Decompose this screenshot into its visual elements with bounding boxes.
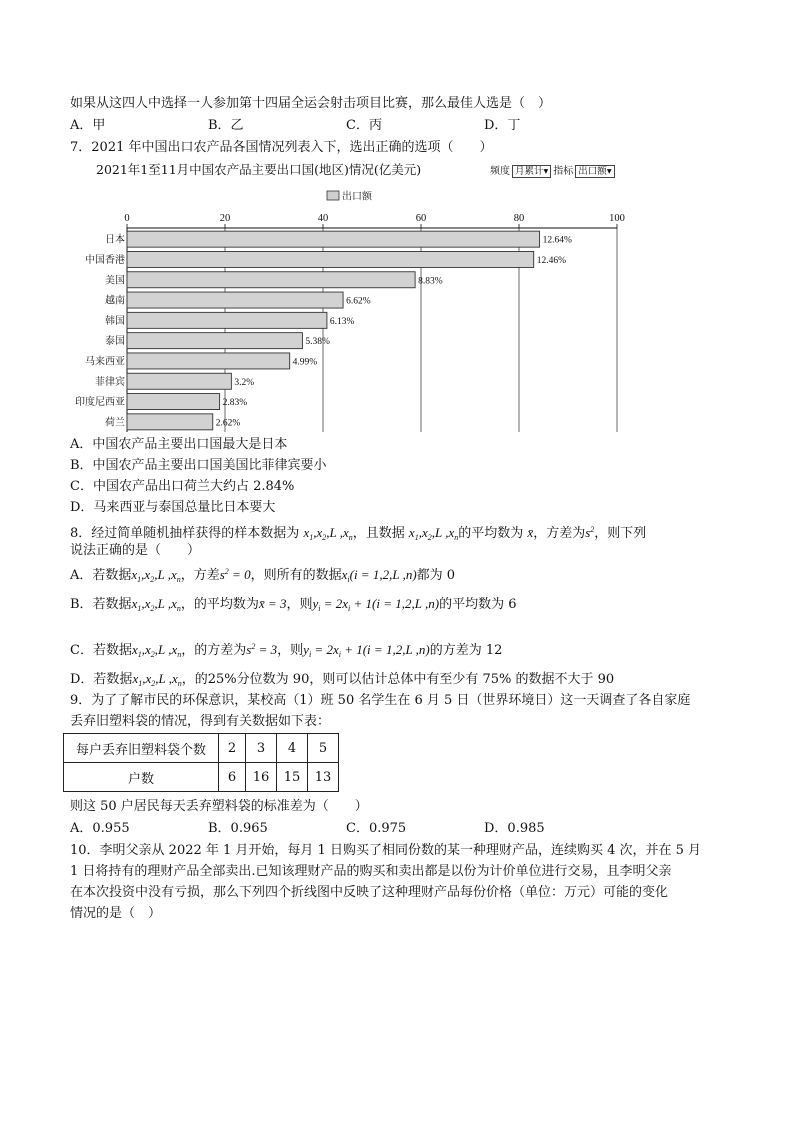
q9-option-c: C．0.975 (346, 821, 407, 836)
tick-label: 60 (415, 213, 427, 224)
freq-label: 频度 (490, 166, 510, 177)
q8-stem: 8．经过简单随机抽样获得的样本数据为 $x_1,x_2,L$ $,x_n$，且数据 $x_1,x_2,L$ $,x_n$的平均数为 x̄，方差为$s^2$，则下列 (70, 525, 647, 542)
legend-swatch (327, 191, 339, 200)
table-cell: 4 (277, 734, 308, 763)
legend-label: 出口额 (342, 191, 372, 203)
category-label: 菲律宾 (95, 376, 125, 388)
table-cell: 3 (246, 734, 277, 763)
bar (127, 373, 231, 389)
bar (127, 353, 290, 369)
q6-option-b: B．乙 (208, 118, 244, 133)
chart-plot (70, 160, 630, 432)
data-label: 12.46% (536, 255, 566, 266)
freq-select-value: 月累计 (515, 166, 544, 177)
category-label: 荷兰 (105, 417, 125, 429)
table-cell: 2 (219, 734, 246, 763)
bar (127, 394, 220, 410)
metric-select-value: 出口额 (578, 166, 607, 177)
q9-question: 则这 50 户居民每天丢弃塑料袋的标准差为（ ） (70, 799, 368, 814)
table-cell: 6 (219, 763, 246, 792)
q6-option-d: D．丁 (484, 118, 521, 133)
tick-label: 80 (513, 213, 525, 224)
data-label: 6.62% (346, 296, 371, 307)
data-label: 4.99% (292, 357, 318, 368)
q9-option-b: B．0.965 (208, 821, 268, 836)
category-label: 印度尼西亚 (75, 397, 125, 409)
q8-stem-line2: 说法正确的是（ ） (70, 543, 201, 558)
q7-option-d: D．马来西亚与泰国总量比日本要大 (70, 500, 276, 515)
table-header-cell: 户数 (64, 763, 219, 792)
bar (127, 333, 302, 349)
table-row (64, 763, 339, 792)
q8-option-d: D．若数据$x_1,x_2,L$ $,x_n$，的25%分位数为 90，则可以估计总体中有至少有 75% 的数据不大于 90 (70, 671, 615, 688)
export-bar-chart (70, 160, 630, 432)
data-label: 2.62% (215, 418, 241, 429)
q10-line-4: 情况的是（ ） (70, 906, 162, 921)
data-label: 8.83% (418, 276, 443, 287)
data-label: 3.2% (234, 377, 255, 388)
q9-option-d: D．0.985 (484, 821, 545, 836)
q7-option-b: B．中国农产品主要出口国美国比菲律宾要小 (70, 458, 327, 473)
metric-label: 指标 (553, 166, 574, 177)
q6-stem: 如果从这四人中选择一人参加第十四届全运会射击项目比赛，那么最佳人选是（ ） (70, 96, 552, 111)
bar (127, 414, 213, 430)
freq-select[interactable]: 月累计▾ (512, 165, 551, 178)
category-label: 韩国 (105, 315, 125, 327)
q7-option-a: A．中国农产品主要出口国最大是日本 (70, 437, 288, 452)
q6-option-c: C．丙 (346, 118, 382, 133)
chart-title: 2021年1至11月中国农产品主要出口国(地区)情况(亿美元) (96, 162, 422, 177)
table-cell: 13 (308, 763, 339, 792)
q8-option-c: C．若数据$x_1,x_2,L$ $,x_n$，的方差为$s^2 = 3$，则$y_i = 2x_i + 1(i = 1,2,L$ ,n)的方差为 12 (70, 642, 503, 659)
metric-select[interactable]: 出口额▾ (575, 165, 614, 178)
tick-label: 20 (219, 213, 231, 224)
category-label: 美国 (105, 275, 125, 287)
bar (127, 251, 534, 267)
table-header-cell: 每户丢弃旧塑料袋个数 (64, 734, 219, 763)
category-label: 中国香港 (85, 254, 125, 266)
q9-stem-line1: 9．为了了解市民的环保意识，某校高（1）班 50 名学生在 6 月 5 日（世界环境日）这一天调查了各自家庭 (70, 693, 691, 708)
q10-line-1: 10．李明父亲从 2022 年 1 月开始，每月 1 日购买了相同份数的某一种理财产品，连续购买 4 次，并在 5 月 (70, 843, 702, 858)
category-label: 日本 (105, 234, 125, 246)
bar (127, 272, 415, 288)
tick-label: 0 (124, 213, 130, 224)
q9-stem-line2: 丢弃旧塑料袋的情况，得到有关数据如下表： (70, 714, 331, 729)
bar (127, 292, 343, 308)
table-cell: 5 (308, 734, 339, 763)
category-label: 越南 (105, 295, 125, 307)
q9-option-a: A．0.955 (70, 821, 130, 836)
data-label: 6.13% (329, 316, 355, 327)
data-label: 5.38% (305, 337, 330, 348)
bag-count-table (63, 733, 339, 792)
q8-option-a: A．若数据$x_1,x_2,L$ $,x_n$，方差$s^2 = 0$，则所有的数据$x_i(i = 1,2,L$ ,n)都为 0 (70, 567, 456, 584)
category-label: 马来西亚 (85, 356, 125, 368)
q6-option-a: A．甲 (70, 118, 106, 133)
table-row (64, 734, 339, 763)
data-label: 12.64% (542, 235, 572, 246)
q10-line-3: 在本次投资中没有亏损，那么下列四个折线图中反映了这种理财产品每份价格（单位：万元）可能的变化 (70, 885, 669, 900)
bar (127, 231, 540, 247)
tick-label: 100 (609, 213, 625, 224)
category-label: 泰国 (105, 336, 125, 348)
data-label: 2.83% (222, 398, 248, 409)
q8-option-b: B．若数据$x_1,x_2,L$ $,x_n$，的平均数为x̄ = 3，则$y_i = 2x_i + 1(i = 1,2,L$ ,n)的平均数为 6 (70, 596, 517, 613)
table-cell: 16 (246, 763, 277, 792)
q7-option-c: C．中国农产品出口荷兰大约占 2.84% (70, 479, 295, 494)
q10-line-2: 1 日将持有的理财产品全部卖出.已知该理财产品的购买和卖出都是以份为计价单位进行交易，且李明父亲 (70, 864, 672, 879)
table-cell: 15 (277, 763, 308, 792)
bar (127, 312, 327, 328)
tick-label: 40 (317, 213, 329, 224)
q7-stem: 7．2021 年中国出口农产品各国情况列表入下，选出正确的选项（ ） (70, 140, 493, 155)
